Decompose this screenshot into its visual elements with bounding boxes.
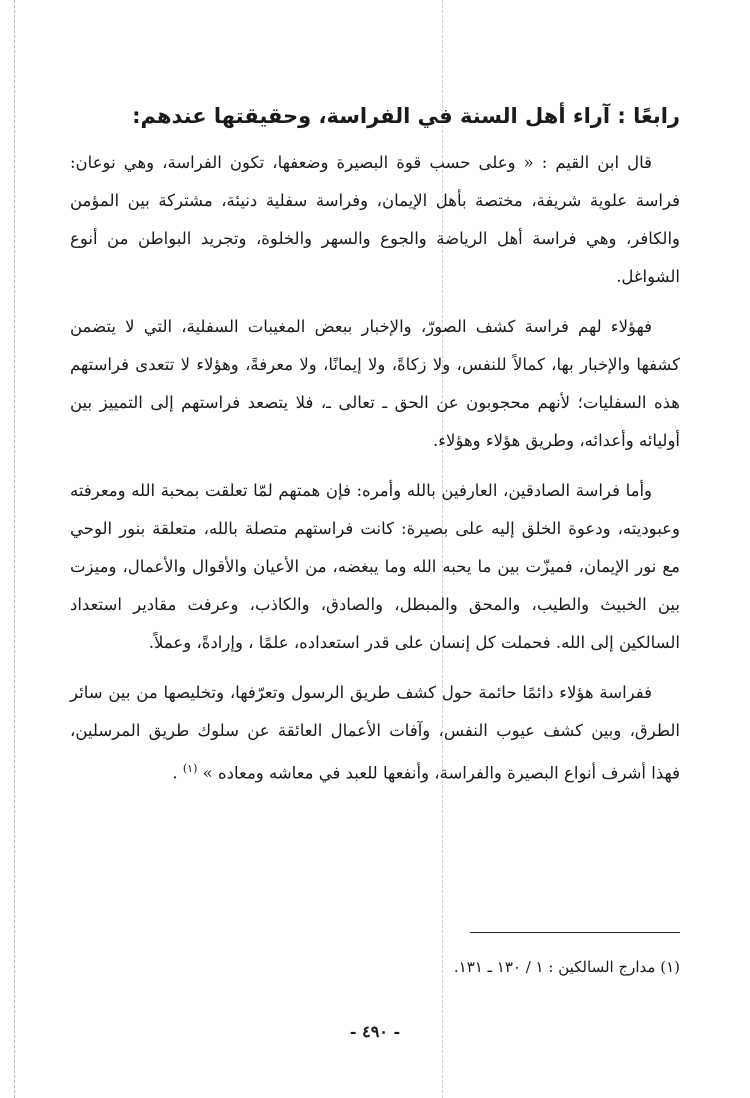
- section-heading: رابعًا : آراء أهل السنة في الفراسة، وحقيقتها عندهم:: [132, 104, 680, 128]
- footnote: (١) مدارج السالكين : ١ / ١٣٠ ـ ١٣١.: [453, 958, 680, 976]
- paragraph-2: فهؤلاء لهم فراسة كشف الصورّ، والإخبار ببعض المغيبات السفلية، التي لا يتضمن كشفها والإخبار بها، كمالاً للنفس، ولا زكاةً، ولا إيمانًا، ولا معرفةً، وهؤلاء لا تتعدى فراستهم هذه السفليات؛ لأنهم محجوبون عن الحق ـ تعالى ـ، فلا يتصعد فراستهم إلى التمييز بين أوليائه وأعدائه، وطريق هؤلاء وهؤلاء.: [70, 317, 680, 450]
- footnote-reference: (١): [182, 762, 198, 775]
- main-text: [70, 98, 680, 805]
- paragraph-3: وأما فراسة الصادقين، العارفين بالله وأمره: فإن همتهم لمّا تعلقت بمحبة الله ومعرفته وعبوديته، ودعوة الخلق إليه على بصيرة: كانت فراستهم متصلة بالله، متعلقة بنور الوحي مع نور الإيمان، فميزّت بين ما يحبه الله وما يبغضه، من الأعيان والأقوال والأعمال، وميزت بين الخبيث والطيب، والمحق والمبطل، والصادق، والكاذب، وعرفت مقادير استعداد السالكين إلى الله. فحملت كل إنسان على قدر استعداده، علمًا ، وإرادةً، وعملاً.: [70, 481, 680, 652]
- page-number: - ٤٩٠ -: [349, 1022, 401, 1041]
- footnote-separator: [470, 932, 680, 933]
- scan-fold-line-left: [14, 0, 15, 1098]
- paragraph-4: [70, 674, 680, 793]
- paragraph-1: قال ابن القيم : « وعلى حسب قوة البصيرة وضعفها، تكون الفراسة، وهي نوعان: فراسة علوية شريفة، مختصة بأهل الإيمان، وفراسة سفلية دنيئة، مشتركة بين المؤمن والكافر، وهي فراسة أهل الرياضة والجوع والسهر والخلوة، وتجريد البواطن من أنوع الشواغل.: [70, 153, 680, 286]
- closing-dot: .: [172, 763, 178, 783]
- paragraph-4-text: ففراسة هؤلاء دائمًا حائمة حول كشف طريق الرسول وتعرّفها، وتخليصها من بين سائر الطرق، وبين كشف عيوب النفس، وآفات الأعمال العائقة عن سلوك طريق المرسلين، فهذا أشرف أنواع البصيرة والفراسة، وأنفعها للعبد في معاشه ومعاده »: [70, 683, 680, 783]
